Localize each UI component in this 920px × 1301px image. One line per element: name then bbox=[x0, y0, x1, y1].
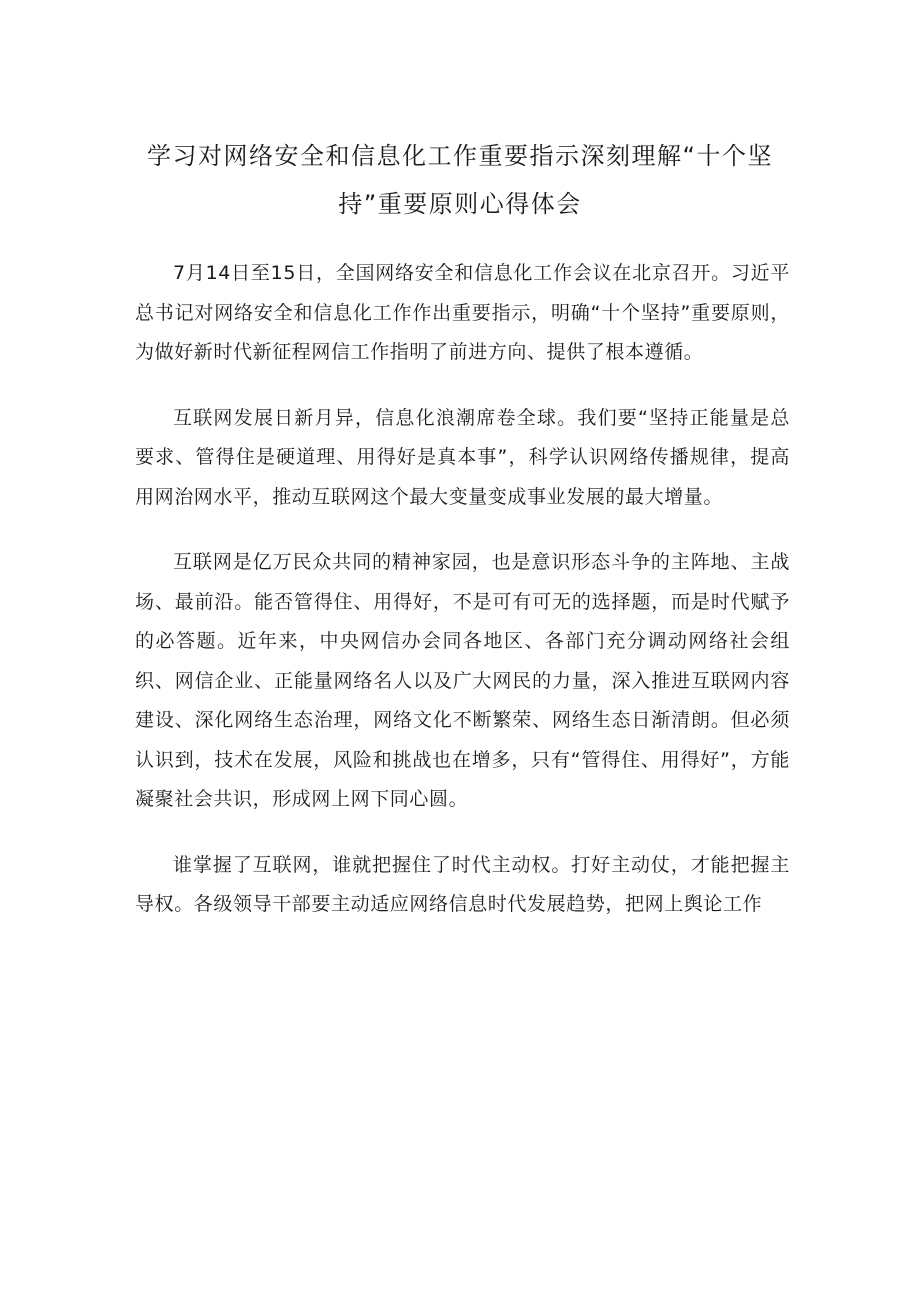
paragraph-1: 7月14日至15日，全国网络安全和信息化工作会议在北京召开。习近平总书记对网络安全和信息化工作作出重要指示，明确“十个坚持”重要原则，为做好新时代新征程网信工作指明了前进方向、提供了根本遵循。 bbox=[135, 262, 790, 363]
paragraph-2: 互联网发展日新月异，信息化浪潮席卷全球。我们要“坚持正能量是总要求、管得住是硬道理、用得好是真本事”，科学认识网络传播规律，提高用网治网水平，推动互联网这个最大变量变成事业发展的最大增量。 bbox=[135, 406, 790, 508]
title-line-1: 学习对网络安全和信息化工作重要指示深刻理解“十个坚 bbox=[147, 142, 773, 170]
title-line-2: 持”重要原则心得体会 bbox=[338, 190, 582, 218]
paragraph-3: 互联网是亿万民众共同的精神家园，也是意识形态斗争的主阵地、主战场、最前沿。能否管得住、用得好，不是可有可无的选择题，而是时代赋予的必答题。近年来，中央网信办会同各地区、各部门充分调动网络社会组织、网信企业、正能量网络名人以及广大网民的力量，深入推进互联网内容建设、深化网络生态治理，网络文化不断繁荣、网络生态日渐清朗。但必须认识到，技术在发展，风险和挑战也在增多，只有“管得住、用得好”，方能凝聚社会共识，形成网上网下同心圆。 bbox=[135, 551, 790, 810]
paragraph-4: 谁掌握了互联网，谁就把握住了时代主动权。打好主动仗，才能把握主导权。各级领导干部要主动适应网络信息时代发展趋势，把网上舆论工作 bbox=[135, 853, 790, 915]
document-body bbox=[135, 254, 790, 951]
document-title bbox=[130, 132, 790, 228]
